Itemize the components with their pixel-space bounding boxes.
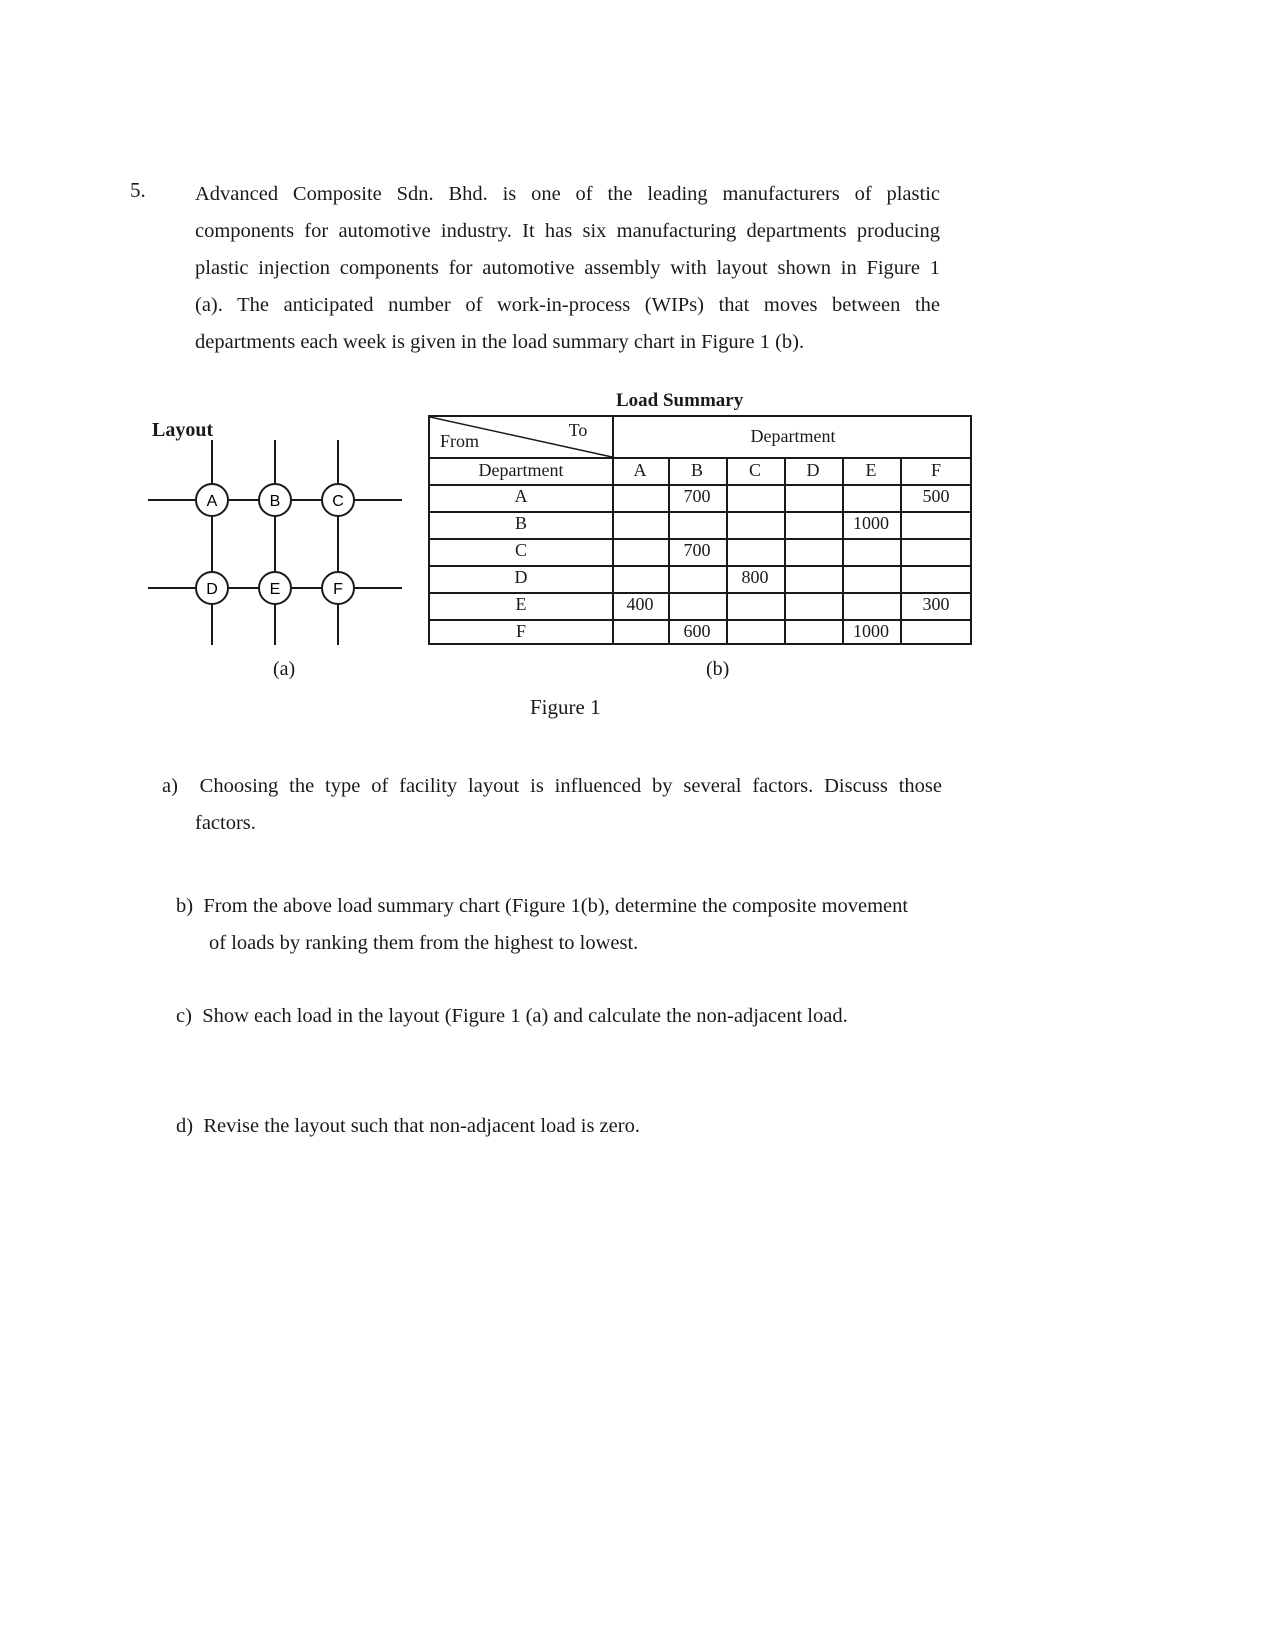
- layout-node-b: [259, 484, 291, 516]
- table-cell: 700: [683, 540, 711, 560]
- table-cell: 1000: [853, 621, 889, 641]
- question-number: 5.: [130, 178, 146, 202]
- part-b-line1: [176, 888, 956, 925]
- layout-node-e: [259, 572, 291, 604]
- intro-line: plastic injection components for automotive assembly with layout shown in Figure 1: [195, 257, 940, 279]
- part-a-line1: [162, 768, 942, 805]
- column-header-e: E: [865, 460, 877, 480]
- node-label: F: [333, 581, 343, 598]
- part-a-line2: factors.: [195, 812, 256, 834]
- row-label-d: D: [514, 567, 528, 587]
- figure-caption: Figure 1: [530, 695, 601, 719]
- layout-node-a: [196, 484, 228, 516]
- table-cell: 500: [922, 486, 950, 506]
- node-label: C: [332, 493, 344, 510]
- to-label: To: [568, 420, 588, 440]
- table-cell: 600: [683, 621, 711, 641]
- column-header-f: F: [930, 460, 941, 480]
- layout-grid-lines: [148, 440, 402, 645]
- question-intro: [195, 176, 940, 361]
- part-b-line2: of loads by ranking them from the highest to lowest.: [209, 932, 639, 954]
- node-label: B: [269, 493, 281, 510]
- part-a-label: a): [162, 775, 178, 797]
- layout-caption: (a): [273, 658, 296, 680]
- part-c-text: Show each load in the layout (Figure 1 (a) and calculate the non-adjacent load.: [202, 1005, 848, 1027]
- layout-title: Layout: [152, 419, 214, 441]
- from-label: From: [440, 431, 480, 451]
- part-b: [176, 888, 956, 962]
- part-a-text: Choosing the type of facility layout is influenced by several factors. Discuss those: [199, 775, 943, 797]
- column-header-b: B: [690, 460, 703, 480]
- table-cell: 300: [922, 594, 950, 614]
- layout-node-c: [322, 484, 354, 516]
- column-header-d: D: [806, 460, 820, 480]
- row-label-c: C: [514, 540, 527, 560]
- layout-diagram: [140, 430, 410, 650]
- node-label: D: [206, 581, 218, 598]
- part-b-label: b): [176, 895, 194, 917]
- table-cell: 1000: [853, 513, 889, 533]
- part-d: [176, 1108, 640, 1145]
- row-label-b: B: [514, 513, 527, 533]
- row-label-e: E: [515, 594, 527, 614]
- node-label: E: [269, 581, 281, 598]
- table-cell: 400: [626, 594, 654, 614]
- load-summary-table: [428, 415, 972, 645]
- layout-node-d: [196, 572, 228, 604]
- row-label-a: A: [514, 486, 528, 506]
- row-label-f: F: [515, 621, 526, 641]
- part-b-text: From the above load summary chart (Figure 1(b), determine the composite movement: [203, 895, 909, 917]
- table-cell: 800: [741, 567, 769, 587]
- part-c-label: c): [176, 1005, 192, 1027]
- table-cell: 700: [683, 486, 711, 506]
- part-c: [176, 998, 848, 1035]
- intro-line: departments each week is given in the load summary chart in Figure 1 (b).: [195, 331, 805, 353]
- part-d-text: Revise the layout such that non-adjacent load is zero.: [203, 1115, 640, 1137]
- column-header-c: C: [748, 460, 761, 480]
- row-header-label: Department: [478, 460, 564, 480]
- layout-node-f: [322, 572, 354, 604]
- node-label: A: [206, 493, 218, 510]
- load-summary-caption: (b): [706, 658, 730, 680]
- intro-line: Advanced Composite Sdn. Bhd. is one of the leading manufacturers of plastic: [195, 183, 940, 205]
- intro-line: (a). The anticipated number of work-in-process (WIPs) that moves between the: [195, 294, 940, 316]
- intro-line: components for automotive industry. It has six manufacturing departments producing: [195, 220, 940, 242]
- part-a: [162, 768, 942, 842]
- column-header-a: A: [633, 460, 647, 480]
- department-column-header: Department: [750, 426, 836, 446]
- part-d-label: d): [176, 1115, 194, 1137]
- load-summary-title: Load Summary: [616, 390, 744, 411]
